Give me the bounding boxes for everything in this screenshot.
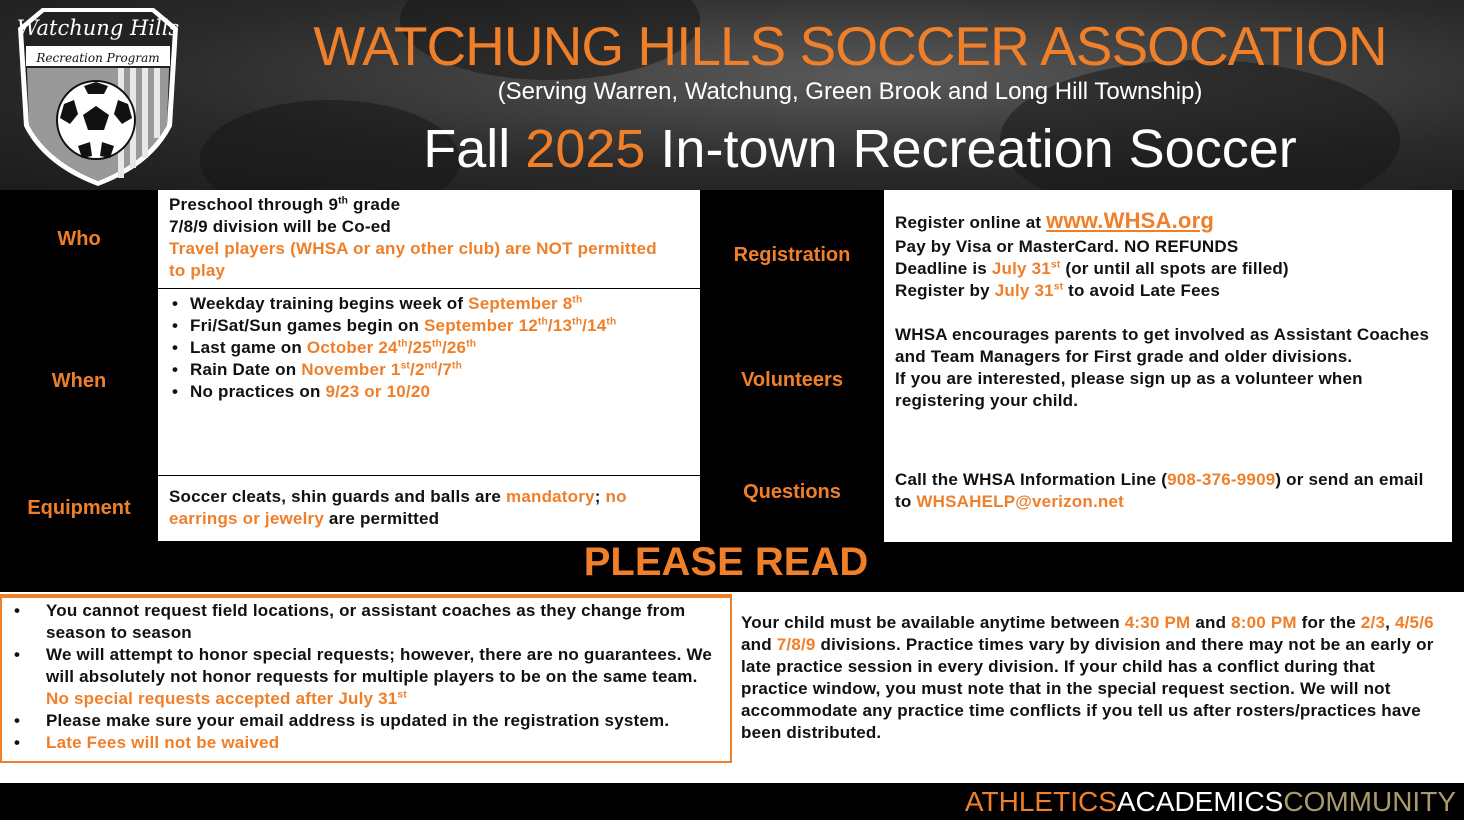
- text-segment: and: [741, 635, 777, 654]
- tagline-community: COMMUNITY: [1283, 786, 1456, 817]
- text-segment: Pay by Visa or MasterCard. NO REFUNDS: [895, 237, 1239, 256]
- text-segment: Last game on: [190, 338, 307, 357]
- text-segment: are permitted: [323, 509, 440, 528]
- text-segment: mandatory: [506, 487, 595, 506]
- text-segment: th: [537, 316, 548, 328]
- text-segment: /7: [437, 360, 453, 379]
- label-equipment: Equipment: [27, 497, 131, 519]
- text-segment: th: [572, 316, 583, 328]
- header-banner: [0, 0, 1464, 190]
- text-segment: July 31: [994, 281, 1054, 300]
- page-title: WATCHUNG HILLS SOCCER ASSOCATION: [313, 15, 1387, 77]
- divider: [158, 475, 700, 476]
- text-segment: Fall: [423, 119, 526, 179]
- logo: [12, 6, 184, 188]
- text-segment: No practices on: [190, 382, 326, 401]
- questions-text: [895, 469, 1435, 513]
- logo-line1: Watchung Hills: [16, 16, 180, 40]
- text-segment: ,: [1385, 613, 1395, 632]
- text-segment: th: [338, 195, 349, 207]
- subtitle: (Serving Warren, Watchung, Green Brook and Long Hill Township): [497, 78, 1203, 105]
- text-segment: October 24: [306, 338, 398, 357]
- text-segment: 908-376-9909: [1167, 470, 1276, 489]
- text-segment: ;: [594, 487, 606, 506]
- list-item: [170, 359, 690, 381]
- list-item: [170, 381, 690, 403]
- text-segment: th: [606, 316, 617, 328]
- text-segment: Rain Date on: [190, 360, 302, 379]
- text-segment: 4:30 PM: [1124, 613, 1191, 632]
- text-segment: WHSA encourages parents to get involved as Assistant Coaches and Team Managers for First grade and older divisions.: [895, 325, 1430, 366]
- tagline-academics: ACADEMICS: [1116, 786, 1284, 817]
- text-segment: /13: [547, 316, 573, 335]
- text-segment: th: [572, 294, 583, 306]
- rules-list: [2, 600, 724, 754]
- text-segment: You cannot request field locations, or assistant coaches as they change from season to season: [46, 601, 686, 642]
- text-segment: th: [397, 338, 408, 350]
- text-segment: Your child must be available anytime between: [741, 613, 1125, 632]
- footer: [0, 783, 1464, 820]
- list-item: [2, 644, 724, 710]
- text-segment: In-town Recreation Soccer: [645, 119, 1297, 179]
- text-segment: Please make sure your email address is updated in the registration system.: [46, 711, 670, 730]
- text-segment: No special requests accepted after July 31: [46, 689, 398, 708]
- text-segment: Register by: [895, 281, 995, 300]
- text-line: [169, 486, 679, 530]
- text-segment: Travel players (WHSA or any other club) are NOT permitted to play: [169, 239, 657, 280]
- volunteers-text: [895, 324, 1435, 412]
- text-segment: /26: [441, 338, 467, 357]
- text-line: [741, 612, 1446, 744]
- text-segment: 2/3: [1360, 613, 1386, 632]
- text-segment: ) or send an email to: [895, 470, 1424, 511]
- text-segment: 2025: [525, 119, 646, 179]
- text-segment: th: [452, 360, 463, 372]
- text-segment: divisions. Practice times vary by division and there may not be an early or late practice session in every division. If your child has a conflict during that practice window, you must note that in the special request section. We will not accommodate any practice time conflicts if you tell us after rosters/practices have been distributed.: [741, 635, 1434, 742]
- list-item: [170, 293, 690, 315]
- text-segment: grade: [348, 195, 401, 214]
- footer-tagline: [965, 786, 1456, 818]
- season-title: [310, 118, 1410, 180]
- practice-text: [741, 612, 1446, 744]
- equipment-text: [169, 486, 679, 530]
- text-segment: We will attempt to honor special requests; however, there are no guarantees. We will absolutely not honor requests for multiple players to be on the same team.: [46, 645, 713, 686]
- text-segment: Register online at: [895, 213, 1047, 232]
- text-segment: Call the WHSA Information Line (: [895, 470, 1168, 489]
- text-segment: WHSAHELP@verizon.net: [916, 492, 1124, 511]
- text-line: [169, 194, 669, 216]
- text-segment: 7/8/9 division will be Co-ed: [169, 217, 391, 236]
- text-segment: st: [1053, 281, 1064, 293]
- text-segment: Late Fees will not be waived: [46, 733, 280, 752]
- text-segment: September 12: [424, 316, 538, 335]
- right-edge: [1452, 190, 1464, 592]
- label-volunteers: Volunteers: [741, 368, 843, 391]
- text-segment: nd: [424, 360, 438, 372]
- when-list: [170, 293, 690, 403]
- text-segment: and: [1190, 613, 1232, 632]
- text-segment: 8:00 PM: [1231, 613, 1297, 632]
- text-line: [895, 258, 1435, 280]
- list-item: [170, 315, 690, 337]
- text-segment: 9/23 or 10/20: [325, 382, 431, 401]
- tagline-athletics: ATHLETICS: [964, 786, 1117, 817]
- label-when: When: [51, 370, 107, 392]
- text-segment: (or until all spots are filled): [1060, 259, 1289, 278]
- text-segment: st: [397, 689, 407, 701]
- text-segment: for the: [1296, 613, 1361, 632]
- text-segment: /25: [407, 338, 432, 357]
- text-segment: Deadline is: [895, 259, 992, 278]
- logo-line2: Recreation Program: [36, 51, 160, 65]
- divider: [158, 288, 700, 289]
- text-segment: to avoid Late Fees: [1063, 281, 1221, 300]
- please-read-title: PLEASE READ: [583, 540, 869, 584]
- list-item: [2, 710, 724, 732]
- text-line: [895, 236, 1435, 258]
- text-segment: th: [466, 338, 477, 350]
- text-segment: 4/5/6: [1394, 613, 1434, 632]
- text-line: [169, 216, 669, 238]
- label-who: Who: [57, 227, 101, 250]
- list-item: [170, 337, 690, 359]
- text-line: [895, 469, 1435, 513]
- text-segment: st: [1050, 259, 1061, 271]
- registration-text: [895, 208, 1435, 302]
- text-segment: September 8: [468, 294, 573, 313]
- label-registration: Registration: [733, 243, 851, 266]
- text-line: [895, 208, 1435, 236]
- text-segment: July 31: [991, 259, 1051, 278]
- text-line: [895, 324, 1435, 368]
- text-segment: Weekday training begins week of: [190, 294, 469, 313]
- text-segment: Preschool through 9: [169, 195, 339, 214]
- text-line: [169, 238, 669, 282]
- text-segment: 7/8/9: [776, 635, 816, 654]
- text-segment: /2: [410, 360, 425, 379]
- text-segment: Soccer cleats, shin guards and balls are: [169, 487, 507, 506]
- who-text: [169, 194, 669, 282]
- text-segment: th: [431, 338, 442, 350]
- text-segment: st: [400, 360, 411, 372]
- text-line: [895, 368, 1435, 412]
- website-link[interactable]: www.WHSA.org: [1046, 208, 1214, 233]
- text-segment: If you are interested, please sign up as a volunteer when registering your child.: [895, 369, 1363, 410]
- text-segment: /14: [582, 316, 607, 335]
- list-item: [2, 732, 724, 754]
- text-segment: Fri/Sat/Sun games begin on: [190, 316, 424, 335]
- text-line: [895, 280, 1435, 302]
- list-item: [2, 600, 724, 644]
- text-segment: November 1: [301, 360, 401, 379]
- text-segment: no earrings or jewelry: [169, 487, 627, 528]
- label-questions: Questions: [743, 480, 841, 503]
